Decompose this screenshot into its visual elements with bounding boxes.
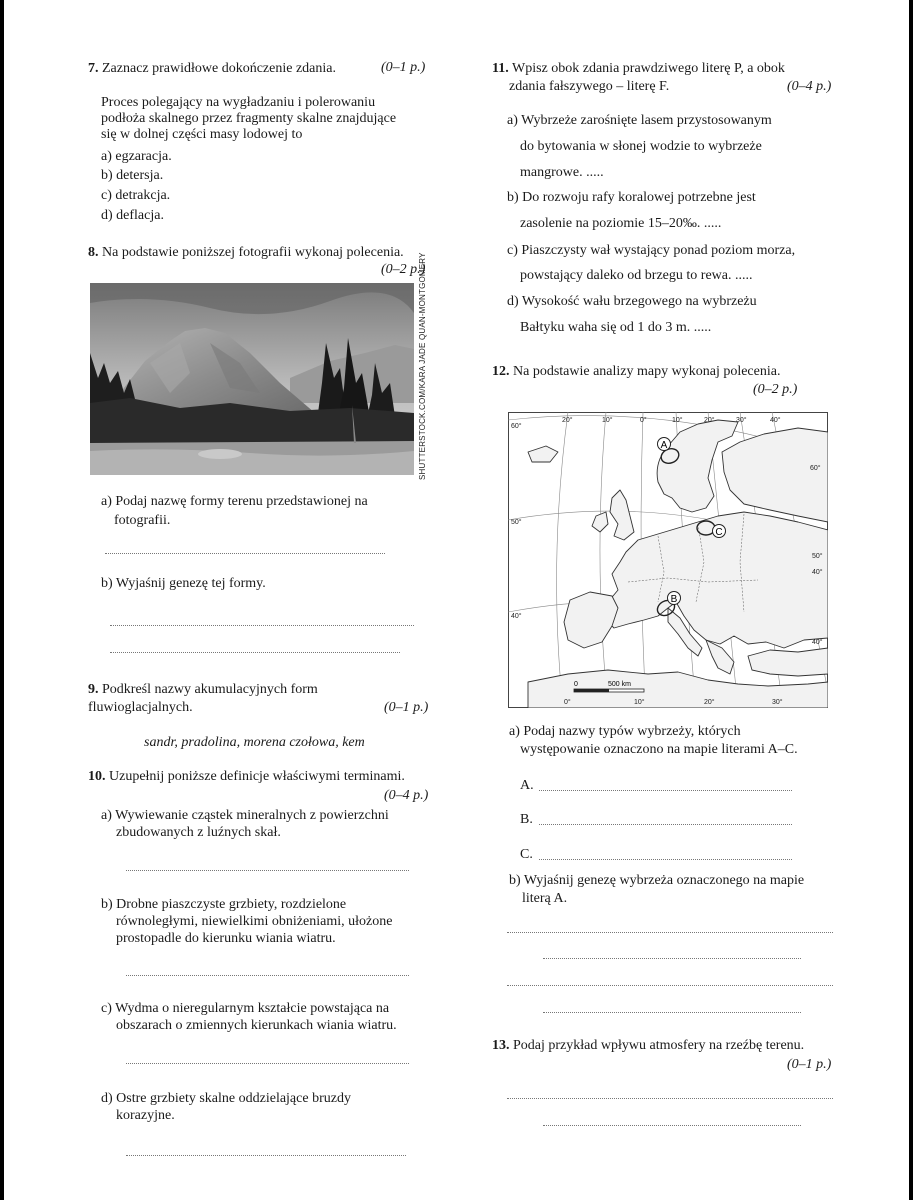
map-scale-zero: 0	[574, 681, 578, 688]
q7-stem-3: się w dolnej części masy lodowej to	[101, 127, 303, 142]
mountain-photo	[90, 283, 414, 475]
q11-d-line-2[interactable]: Bałtyku waha się od 1 do 3 m. .....	[520, 320, 712, 335]
q8-header	[88, 244, 404, 262]
q11-b-line-1: b) Do rozwoju rafy koralowej potrzebne jest	[507, 190, 756, 205]
q11-c-line-2[interactable]: powstający daleko od brzegu to rewa. .....	[520, 268, 753, 283]
map-top-label-20w: 20°	[562, 417, 573, 424]
map-left-label-60: 60°	[511, 423, 522, 430]
q12-answer-label-a: A.	[520, 778, 534, 793]
q8-b-text: b) Wyjaśnij genezę tej formy.	[101, 576, 266, 591]
worksheet-page	[4, 0, 909, 1200]
q12-points: (0–2 p.)	[753, 382, 798, 397]
map-bottom-label-0: 0°	[564, 699, 571, 706]
map-top-label-40e: 40°	[770, 417, 781, 424]
q11-c-line-1: c) Piaszczysty wał wystający ponad poziom morza,	[507, 243, 796, 258]
q12-number: 12.	[492, 364, 510, 379]
q10-c-answer-line[interactable]	[126, 1063, 409, 1064]
map-scale-label: 500 km	[608, 681, 631, 688]
q9-prompt-1: Podkreśl nazwy akumulacyjnych form	[102, 682, 318, 697]
q10-d-line-1: d) Ostre grzbiety skalne oddzielające bruzdy	[101, 1091, 351, 1106]
map-marker-a: A	[660, 440, 668, 451]
map-right-label-60: 60°	[810, 465, 821, 472]
q7-option-a[interactable]: a) egzaracja.	[101, 149, 172, 164]
q11-number: 11.	[492, 61, 509, 76]
q7-option-b[interactable]: b) detersja.	[101, 168, 164, 183]
q10-a-answer-line[interactable]	[126, 870, 409, 871]
q13-header	[492, 1037, 804, 1055]
q8-a-line-1: a) Podaj nazwę formy terenu przedstawionej na	[101, 494, 368, 509]
q12-answer-line-a[interactable]	[539, 790, 792, 791]
q13-answer-line-1[interactable]	[507, 1098, 833, 1099]
q8-a-line-2: fotografii.	[114, 513, 171, 528]
map-top-label-10w: 10°	[602, 417, 613, 424]
q7-header	[88, 60, 336, 78]
q12-b-answer-line-4[interactable]	[543, 1012, 801, 1013]
map-right-label-50: 50°	[812, 553, 823, 560]
q10-d-line-2: korazyjne.	[116, 1108, 175, 1123]
q9-terms[interactable]: sandr, pradolina, morena czołowa, kem	[144, 735, 365, 750]
q12-prompt: Na podstawie analizy mapy wykonaj polecenia.	[513, 364, 781, 379]
map-marker-b: B	[670, 594, 678, 605]
q8-prompt: Na podstawie poniższej fotografii wykonaj polecenia.	[102, 245, 404, 260]
q10-a-line-2: zbudowanych z luźnych skał.	[116, 825, 281, 840]
q10-number: 10.	[88, 769, 106, 784]
q12-a-line-2: występowanie oznaczono na mapie literami A–C.	[520, 742, 798, 757]
q9-prompt-2: fluwioglacjalnych.	[88, 700, 193, 715]
q11-points: (0–4 p.)	[787, 79, 832, 94]
q9-header	[88, 681, 318, 699]
map-bottom-label-10: 10°	[634, 699, 645, 706]
q8-points: (0–2 p.)	[381, 262, 426, 277]
q10-b-line-3: prostopadle do kierunku wiania wiatru.	[116, 931, 336, 946]
q8-b-answer-line-1[interactable]	[110, 625, 414, 626]
q10-c-line-1: c) Wydma o nieregularnym kształcie powstająca na	[101, 1001, 390, 1016]
q12-b-answer-line-3[interactable]	[507, 985, 833, 986]
q10-b-answer-line[interactable]	[126, 975, 409, 976]
q10-d-answer-line[interactable]	[126, 1155, 406, 1156]
map-right-label-40a: 40°	[812, 569, 823, 576]
q10-a-line-1: a) Wywiewanie cząstek mineralnych z powierzchni	[101, 808, 389, 823]
q9-number: 9.	[88, 682, 99, 697]
q10-prompt: Uzupełnij poniższe definicje właściwymi terminami.	[109, 769, 405, 784]
q11-a-line-2: do bytowania w słonej wodzie to wybrzeże	[520, 139, 762, 154]
q10-header	[88, 768, 405, 786]
q12-b-answer-line-2[interactable]	[543, 958, 801, 959]
q12-answer-line-b[interactable]	[539, 824, 792, 825]
q11-header	[492, 60, 785, 78]
q10-b-line-2: równoległymi, niewielkimi obniżeniami, ułożone	[116, 914, 393, 929]
map-bottom-label-30: 30°	[772, 699, 783, 706]
q11-d-line-1: d) Wysokość wału brzegowego na wybrzeżu	[507, 294, 757, 309]
map-top-label-10e: 10°	[672, 417, 683, 424]
q7-number: 7.	[88, 61, 99, 76]
photo-credit: SHUTTERSTOCK.COM/KARA JADE QUAN-MONTGOMERY	[418, 252, 427, 480]
q12-b-line-1: b) Wyjaśnij genezę wybrzeża oznaczonego na mapie	[509, 873, 805, 888]
q13-number: 13.	[492, 1038, 510, 1053]
q10-points: (0–4 p.)	[384, 788, 429, 803]
map-top-label-0: 0°	[640, 417, 647, 424]
q13-points: (0–1 p.)	[787, 1057, 832, 1072]
map-left-label-40: 40°	[511, 613, 522, 620]
q12-b-line-2: literą A.	[522, 891, 568, 906]
q7-prompt: Zaznacz prawidłowe dokończenie zdania.	[102, 61, 336, 76]
europe-map	[508, 412, 828, 708]
q7-option-c[interactable]: c) detrakcja.	[101, 188, 171, 203]
map-right-label-40b: 40°	[812, 639, 823, 646]
map-top-label-30e: 30°	[736, 417, 747, 424]
q7-stem-2: podłoża skalnego przez fragmenty skalne znajdujące	[101, 111, 397, 126]
q12-a-line-1: a) Podaj nazwy typów wybrzeży, których	[509, 724, 741, 739]
q7-option-d[interactable]: d) deflacja.	[101, 208, 164, 223]
q13-answer-line-2[interactable]	[543, 1125, 801, 1126]
q12-answer-line-c[interactable]	[539, 859, 792, 860]
map-bottom-label-20: 20°	[704, 699, 715, 706]
q11-b-line-2[interactable]: zasolenie na poziomie 15–20‰. .....	[520, 216, 722, 231]
q8-number: 8.	[88, 245, 99, 260]
q11-a-line-1: a) Wybrzeże zarośnięte lasem przystosowanym	[507, 113, 772, 128]
q13-prompt: Podaj przykład wpływu atmosfery na rzeźbę terenu.	[513, 1038, 805, 1053]
q12-b-answer-line-1[interactable]	[507, 932, 833, 933]
q11-prompt-1: Wpisz obok zdania prawdziwego literę P, a obok	[511, 61, 785, 76]
q7-stem-1: Proces polegający na wygładzaniu i polerowaniu	[101, 95, 376, 110]
q9-points: (0–1 p.)	[384, 700, 429, 715]
q10-b-line-1: b) Drobne piaszczyste grzbiety, rozdzielone	[101, 897, 347, 912]
map-top-label-20e: 20°	[704, 417, 715, 424]
q10-c-line-2: obszarach o zmiennych kierunkach wiania wiatru.	[116, 1018, 397, 1033]
q12-answer-label-b: B.	[520, 812, 533, 827]
q11-a-line-3[interactable]: mangrowe. .....	[520, 165, 604, 180]
map-left-label-50: 50°	[511, 519, 522, 526]
q12-answer-label-c: C.	[520, 847, 533, 862]
map-marker-c: C	[715, 527, 723, 538]
q7-points: (0–1 p.)	[381, 60, 426, 75]
q12-header	[492, 363, 780, 381]
q8-a-answer-line[interactable]	[105, 553, 385, 554]
q8-b-answer-line-2[interactable]	[110, 652, 400, 653]
q11-prompt-2: zdania fałszywego – literę F.	[509, 79, 670, 94]
